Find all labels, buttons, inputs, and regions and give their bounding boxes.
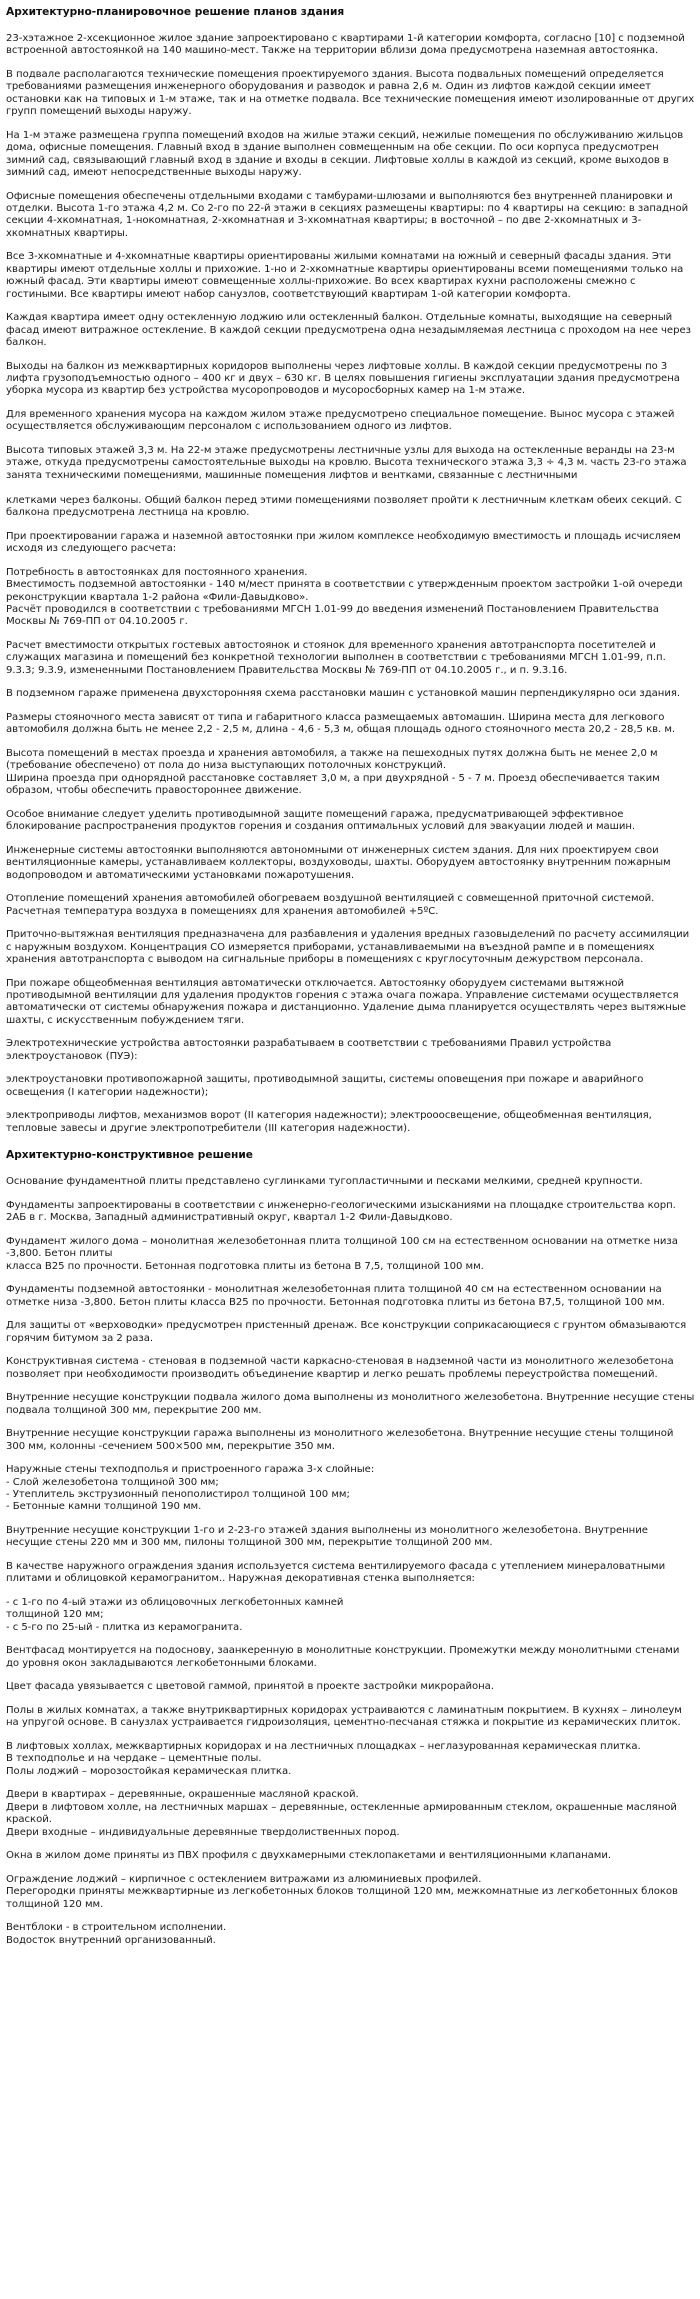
paragraph: Высота помещений в местах проезда и хранения автомобиля, а также на пешеходных путях должна быть не менее 2,0 м (требование обеспечено) от пола до низа выступающих потолочных конструкций. Ширина проезда при однорядной расстановке составляет 3,0 м, а при двухрядной - 5 - 7 м. Проезд обеспечивается таким образом, чтобы обеспечить правостороннее движение. bbox=[6, 747, 660, 797]
paragraph: На 1-м этаже размещена группа помещений входов на жилые этажи секций, нежилые помещения по обслуживанию жильцов дома, офисные помещения. Главный вход в здание выполнен совмещенным на обе секции. По оси корпуса предусмотрен зимний сад, связывающий главный вход в здание и входы в секции. Лифтовые холлы в каждой из секций, кроме выходов в зимний сад, имеют непосредственные выходы наружу. bbox=[6, 129, 684, 179]
paragraph: Выходы на балкон из межквартирных коридоров выполнены через лифтовые холлы. В каждой секции предусмотрены по 3 лифта грузоподъемностью одного – 400 кг и двух – 630 кг. В целях повышения гигиены эксплуатации здания предусмотрена уборка мусора из квартир без устройства мусоропроводов и мусоросборных камер на 1-м этаже. bbox=[6, 360, 680, 397]
section-body-planning bbox=[6, 33, 695, 1135]
paragraph: В качестве наружного ограждения здания используется система вентилируемого фасада с утеплением минераловатными плитами и облицовкой керамогранитом.. Наружная декоративная стенка выполняется: bbox=[6, 1560, 666, 1585]
paragraph: Расчет вместимости открытых гостевых автостоянок и стоянок для временного хранения автотранспорта посетителей и служащих магазина и помещений без конкретной технологии выполнен в соответствии с требованиями МГСН 1.01-99, п.п. 9.3.3; 9.3.9, измененными Постановлением Правительства Москвы № 769-ПП от 04.10.2005 г., и п. 9.3.16. bbox=[6, 639, 666, 676]
section-title-construction: Архитектурно-конструктивное решение bbox=[6, 1149, 253, 1162]
paragraph: Фундаменты подземной автостоянки - монолитная железобетонная плита толщиной 40 см на естественном основании на отметке низа -3,800. Бетон плиты класса В25 по прочности. Бетонная подготовка плиты из бетона В7,5, толщиной 100 мм. bbox=[6, 1284, 665, 1308]
paragraph: При пожаре общеобменная вентиляция автоматически отключается. Автостоянку оборудуем системами вытяжной противодымной вентиляции для удаления продуктов горения с этажа очага пожара. Управление системами осуществляется автоматически от системы обнаружения пожара и дистанционно. Удаление дыма планируется осуществлять через вытяжные шахты, с искусственным побуждением тяги. bbox=[6, 977, 686, 1026]
paragraph: Высота типовых этажей 3,3 м. На 22-м этаже предусмотрены лестничные узлы для выхода на остекленные веранды на 23-м этаже, откуда предусмотрены самостоятельные выходы на кровлю. Высота технического этажа 3,3 ÷ 4,3 м. часть 23-го этажа занята техническими помещениями, машинные помещения лифтов и вентками, связанные с лестничными клетками через балконы. Общий балкон перед этими помещениями позволяет пройти к лестничным клеткам обеих секций. С балкона предусмотрена лестница на кровлю. bbox=[6, 445, 687, 519]
paragraph: Каждая квартира имеет одну остекленную лоджию или остекленный балкон. Отдельные комнаты, выходящие на северный фасад имеют витражное остекление. В каждой секции предусмотрена одна незадымляемая лестница с проходом на нее через балкон. bbox=[6, 312, 691, 349]
paragraph: электроустановки противопожарной защиты, противодымной защиты, системы оповещения при пожаре и аварийного освещения (I категории надежности); bbox=[6, 1074, 644, 1098]
paragraph: Ограждение лоджий – кирпичное с остеклением витражами из алюминиевых профилей. Перегородки приняты межквартирные из легкобетонных блоков толщиной 120 мм, межкомнатные из легкобетонных блоков толщиной 120 мм. bbox=[6, 1873, 678, 1910]
paragraph: Для защиты от «верховодки» предусмотрен пристенный дренаж. Все конструкции соприкасающиеся с грунтом обмазываются горячим битумом за 2 раза. bbox=[6, 1320, 687, 1344]
paragraph: Цвет фасада увязывается с цветовой гаммой, принятой в проекте застройки микрорайона. bbox=[6, 1681, 494, 1693]
paragraph: Вентфасад монтируется на подоснову, заанкеренную в монолитные конструкции. Промежутки между монолитными стенами до уровня окон закладываются легкобетонными блоками. bbox=[6, 1645, 680, 1669]
paragraph: В лифтовых холлах, межквартирных коридорах и на лестничных площадках – неглазурованная керамическая плитка. В техподполье и на чердаке – цементные полы. Полы лоджий – морозостойкая керамическая плитка. bbox=[6, 1740, 641, 1777]
paragraph: При проектировании гаража и наземной автостоянки при жилом комплексе необходимую вместимость и площадь исчисляем исходя из следующего расчета: bbox=[6, 530, 681, 555]
paragraph: Электротехнические устройства автостоянки разрабатываем в соответствии с требованиями Правил устройства электроустановок (ПУЭ): bbox=[6, 1038, 612, 1062]
paragraph: Внутренние несущие конструкции 1-го и 2-23-го этажей здания выполнены из монолитного железобетона. Внутренние несущие стены 220 мм и 300 мм, пилоны толщиной 300 мм, перекрытие толщиной 200 мм. bbox=[6, 1524, 648, 1549]
paragraph: 23-хэтажное 2-хсекционное жилое здание запроектировано с квартирами 1-й категории комфорта, согласно [10] с подземной встроенной автостоянкой на 140 машино-мест. Также на территории вблизи дома предусмотрена наземная автостоянка. bbox=[6, 33, 685, 57]
paragraph: Конструктивная система - стеновая в подземной части каркасно-стеновая в надземной части из монолитного железобетона позволяет при необходимости производить объединение квартир и легко решать проблемы переустройства помещений. bbox=[6, 1356, 674, 1380]
paragraph: Для временного хранения мусора на каждом жилом этаже предусмотрено специальное помещение. Вынос мусора с этажей осуществляется обслуживающим персоналом с использованием одного из лифтов. bbox=[6, 409, 675, 433]
paragraph: Внутренние несущие конструкции подвала жилого дома выполнены из монолитного железобетона. Внутренние несущие стены подвала толщиной 300 мм, перекрытие 200 мм. bbox=[6, 1392, 695, 1416]
paragraph: Все 3-хкомнатные и 4-хкомнатные квартиры ориентированы жилыми комнатами на южный и северный фасады здания. Эти квартиры имеют отдельные холлы и прихожие. 1-но и 2-хкомнатные квартиры ориентированы всеми помещениями только на южный фасад. Эти квартиры имеют совмещенные холлы-прихожие. Во всех квартирах кухни расположены смежно с гостиными. Все квартиры имеют набор санузлов, соответствующий квартирам 1-ой категории комфорта. bbox=[6, 251, 684, 300]
paragraph: Двери в квартирах – деревянные, окрашенные масляной краской. Двери в лифтовом холле, на лестничных маршах – деревянные, остекленные армированным стеклом, окрашенные масляной краской. Двери входные – индивидуальные деревянные твердолиственных пород. bbox=[6, 1789, 677, 1838]
section-title-planning: Архитектурно-планировочное решение планов здания bbox=[6, 6, 345, 18]
paragraph: В подземном гараже применена двухсторонняя схема расстановки машин с установкой машин перпендикулярно оси здания. bbox=[6, 688, 681, 700]
paragraph: Фундамент жилого дома – монолитная железобетонная плита толщиной 100 см на естественном основании на отметке низа -3,800. Бетон плиты класса В25 по прочности. Бетонная подготовка плиты из бетона В 7,5, толщиной 100 мм. bbox=[6, 1235, 678, 1272]
paragraph: Отопление помещений хранения автомобилей обогреваем воздушной вентиляцией с совмещенной приточной системой. Расчетная температура воздуха в помещениях для хранения автомобилей +5ºС. bbox=[6, 893, 655, 917]
paragraph: Офисные помещения обеспечены отдельными входами с тамбурами-шлюзами и выполняются без внутренней планировки и отделки. Высота 1-го этажа 4,2 м. Со 2-го по 22-й этажи в секциях размещены квартиры: по 4 квартиры на секцию: в западной секции 4-хкомнатная, 1-нокомнатная, 2-хкомнатная и 3-хкомнатная квартиры; в восточной – по две 2-хкомнатных и 3-хкомнатных квартиры. bbox=[6, 190, 689, 239]
paragraph: Полы в жилых комнатах, а также внутриквартирных коридорах устраиваются с ламинатным покрытием. В кухнях – линолеум на упругой основе. В санузлах устраивается гидроизоляция, цементно-песчаная стяжка и покрытие из керамических плиток. bbox=[6, 1704, 682, 1729]
paragraph: Основание фундаментной плиты представлено суглинками тугопластичными и песками мелкими, средней крупности. bbox=[6, 1176, 643, 1188]
paragraph: Приточно-вытяжная вентиляция предназначена для разбавления и удаления вредных газовыделений по расчету ассимиляции с наружным воздухом. Концентрация СО измеряется приборами, устанавливаемыми на въездной рампе и в помещениях хранения автотранспорта с выводом на сигнальные приборы в помещениях с круглосуточным дежурством персонала. bbox=[6, 929, 690, 965]
paragraph: Размеры стояночного места зависят от типа и габаритного класса размещаемых автомашин. Ширина места для легкового автомобиля должна быть не менее 2,2 - 2,5 м, длина - 4,6 - 5,3 м, общая площадь одного стояночного места 20,2 - 28,5 кв. м. bbox=[6, 711, 676, 736]
paragraph: Наружные стены техподполья и пристроенного гаража 3-х слойные: - Слой железобетона толщиной 300 мм; - Утеплитель экструзионный пенополистирол толщиной 100 мм; - Бетонные камни толщиной 190 мм. bbox=[6, 1464, 375, 1513]
paragraph: электроприводы лифтов, механизмов ворот (II категория надежности); электрооосвещение, общеобменная вентиляция, тепловые завесы и другие электропотребители (III категория надежности). bbox=[6, 1110, 652, 1134]
paragraph: Вентблоки - в строительном исполнении. Водосток внутренний организованный. bbox=[6, 1922, 227, 1946]
paragraph: Инженерные системы автостоянки выполняются автономными от инженерных систем здания. Для них проектируем свои вентиляционные камеры, устанавливаем коллекторы, воздуховоды, шахты. Оборудуем автостоянку внутренним пожарным водопроводом и автоматическими установками пожаротушения. bbox=[6, 844, 671, 881]
paragraph: В подвале располагаются технические помещения проектируемого здания. Высота подвальных помещений определяется требованиями размещения инженерного оборудования и разводок и равна 2,6 м. Один из лифтов каждой секции имеет остановки как на типовых и 1-м этаже, так и на отметке подвала. Все технические помещения имеют изолированные от других групп помещений выходы наружу. bbox=[6, 69, 695, 118]
paragraph: - с 1-го по 4-ый этажи из облицовочных легкобетонных камней толщиной 120 мм; - с 5-го по 25-ый - плитка из керамогранита. bbox=[6, 1596, 344, 1633]
paragraph: Фундаменты запроектированы в соответствии с инженерно-геологическими изысканиями на площадке строительства корп. 2АБ в г. Москва, Западный административный округ, квартал 1-2 Фили-Давыдково. bbox=[6, 1199, 676, 1224]
paragraph: Внутренние несущие конструкции гаража выполнены из монолитного железобетона. Внутренние несущие стены толщиной 300 мм, колонны -сечением 500×500 мм, перекрытие 350 мм. bbox=[6, 1428, 674, 1452]
paragraph: Потребность в автостоянках для постоянного хранения. Вместимость подземной автостоянки - 140 м/мест принята в соответствии с утвержденным проектом застройки 1-ой очереди реконструкции квартала 1-2 района «Фили-Давыдково». Расчёт проводился в соответствии с требованиями МГСН 1.01-99 до введения изменений Постановлением Правительства Москвы № 769-ПП от 04.10.2005 г. bbox=[6, 566, 683, 628]
paragraph: Особое внимание следует уделить противодымной защите помещений гаража, предусматривающей эффективное блокирование распространения продуктов горения и создания оптимальных условий для эвакуации людей и машин. bbox=[6, 808, 636, 833]
section-body-construction bbox=[6, 1176, 695, 1947]
paragraph: Окна в жилом доме приняты из ПВХ профиля с двухкамерными стеклопакетами и вентиляционными клапанами. bbox=[6, 1850, 611, 1862]
